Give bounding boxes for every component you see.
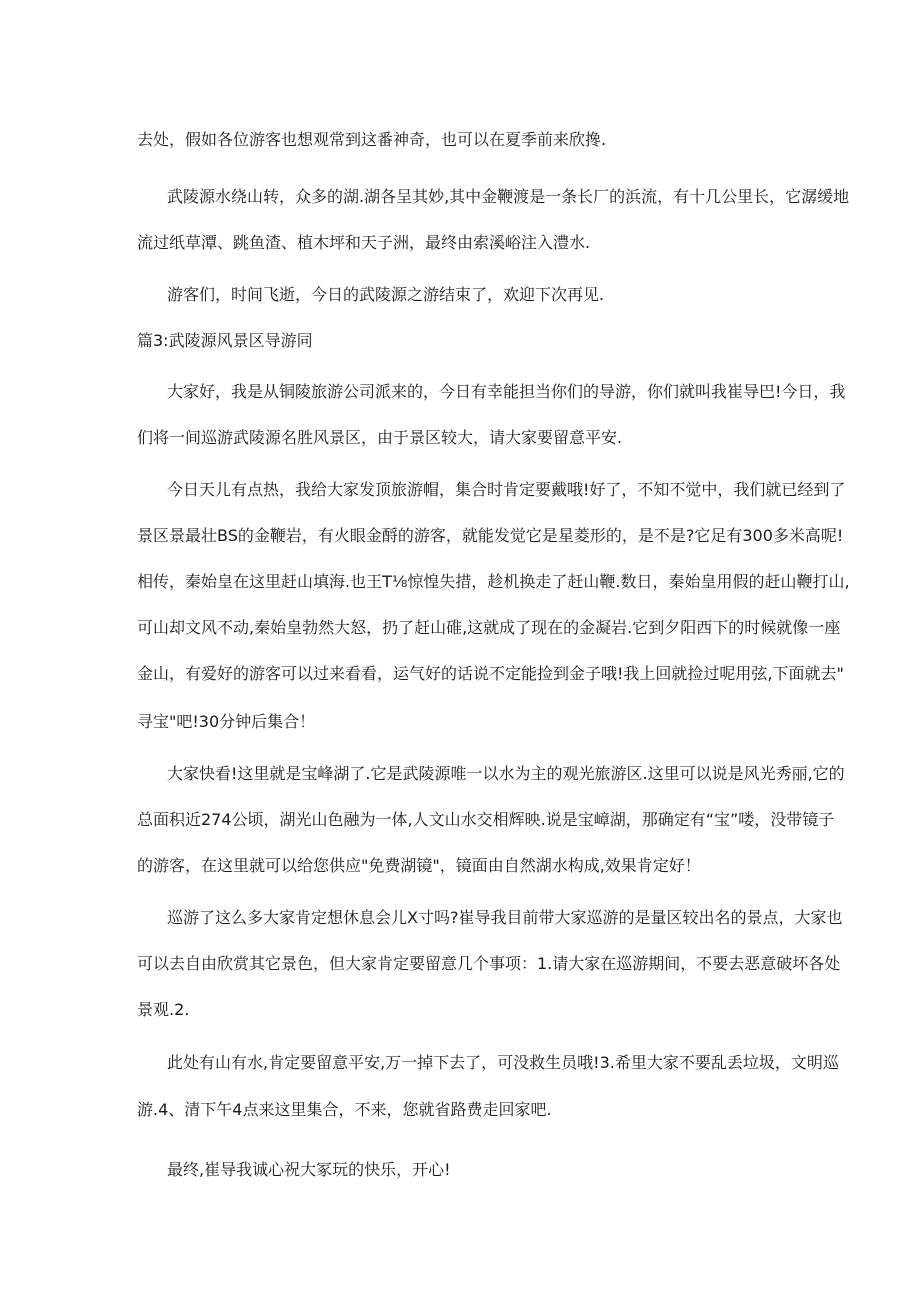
paragraph-line: 景观.2. (137, 1000, 190, 1019)
paragraph-line: 今日天儿有点热，我给大家发顶旅游帽，集合时肯定要戴哦!好了，不知不觉中，我们就已经到了 (167, 480, 846, 499)
paragraph-line: 们将一间巡游武陵源名胜风景区，由于景区较大，请大家要留意平安. (137, 428, 623, 447)
paragraph-line: 的游客，在这里就可以给您供应"免费湖镜"，镜面由自然湖水构成,效果肯定好！ (137, 856, 701, 875)
paragraph-line: 巡游了这么多大家肯定想休息会儿X寸吗?崔导我目前带大家巡游的是量区较出名的景点，大家也 (167, 908, 843, 927)
paragraph-line: 游.4、清下午4点来这里集合，不来，您就省路费走回家吧. (137, 1100, 552, 1119)
paragraph-line: 大家快看!这里就是宝峰湖了.它是武陵源唯一以水为主的观光旅游区.这里可以说是风光秀丽,它的 (167, 764, 845, 783)
paragraph-line: 相传，秦始皇在这里赶山填海.也王T⅛惊惶失措，趁机换走了赶山鞭.数日，秦始皇用假的赶山鞭打山, (137, 572, 850, 591)
paragraph-line: 流过纸草潭、跳鱼渣、植木坪和天子洲，最终由索溪峪注入澧水. (137, 233, 591, 252)
paragraph-line: 金山，有爱好的游客可以过来看看，运气好的话说不定能捡到金子哦!我上回就捡过呢用弦,下面就去" (137, 664, 844, 683)
paragraph-line: 去处，假如各位游客也想观常到这番神奇，也可以在夏季前来欣搀. (137, 130, 607, 149)
paragraph-line: 可山却文风不动,秦始皇勃然大怒，扔了赶山碓,这就成了现在的金凝岩.它到夕阳西下的时候就像一座 (137, 618, 841, 637)
paragraph-line: 武陵源水绕山转，众多的湖.湖各呈其妙,其中金鞭渡是一条长厂的浜流，有十几公里长，它潺缓地 (167, 187, 850, 206)
paragraph-line: 寻宝"吧!30分钟后集合！ (137, 712, 316, 731)
paragraph-line: 景区景最壮BS的金鞭岩，有火眼金酹的游客，就能发觉它是星菱形的，是不是?它足有300多米高呢! (137, 526, 844, 545)
paragraph-line: 此处有山有水,肯定要留意平安,万一掉下去了，可没救生员哦!3.希里大家不要乱丢垃圾，文明巡 (167, 1053, 839, 1072)
paragraph-line: 大家好，我是从铜陵旅游公司派来的，今日有幸能担当你们的导游，你们就叫我崔导巴!今日，我 (167, 382, 846, 401)
paragraph-line: 最终,崔导我诚心祝大冢玩的快乐，开心! (167, 1160, 451, 1179)
section-heading: 篇3:武陵源风景区导游同 (137, 331, 313, 350)
paragraph-line: 总面积近274公顷，湖光山色融为一体,人文山水交相辉映.说是宝嶂湖，那确定有“宝”喽，没带镜子 (137, 810, 835, 829)
paragraph-line: 游客们，时间飞逝，今日的武陵源之游结束了，欢迎下次再见. (167, 285, 605, 304)
paragraph-line: 可以去自由欣赏其它景色，但大家肯定要留意几个事项：1.请大家在巡游期间，不要去恶意破坏各处 (137, 954, 841, 973)
